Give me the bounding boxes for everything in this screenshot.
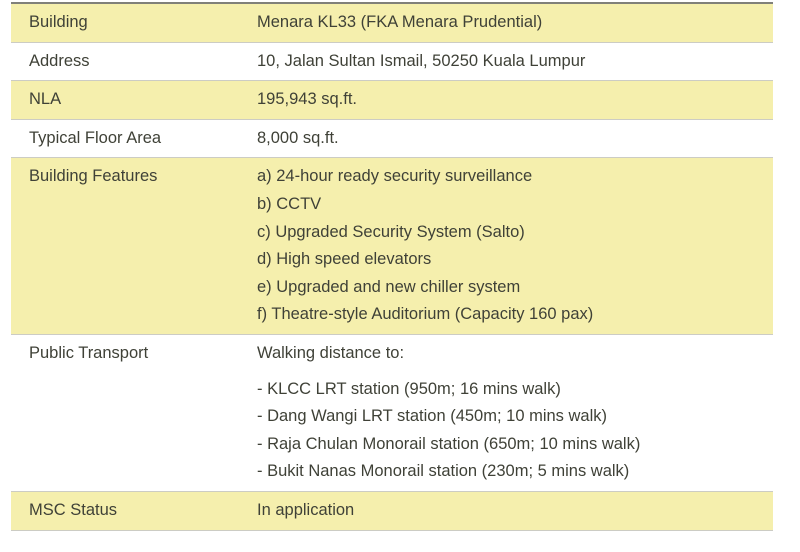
- value-line: f) Theatre-style Auditorium (Capacity 160 pax): [257, 305, 594, 324]
- row-label: Typical Floor Area: [29, 128, 162, 147]
- value-line: 8,000 sq.ft.: [257, 128, 339, 147]
- table-row: [11, 335, 773, 492]
- value-line: a) 24-hour ready security surveillance: [257, 167, 533, 186]
- value-line: e) Upgraded and new chiller system: [257, 277, 521, 296]
- row-label: Building: [29, 13, 88, 31]
- value-line: 10, Jalan Sultan Ismail, 50250 Kuala Lumpur: [257, 51, 586, 70]
- value-line-spacer: [257, 368, 765, 376]
- value-line: Walking distance to:: [257, 343, 405, 362]
- value-line: Menara KL33 (FKA Menara Prudential): [257, 13, 543, 31]
- row-value: [257, 9, 773, 37]
- value-line: - Raja Chulan Monorail station (650m; 10 mins walk): [257, 434, 641, 453]
- value-line: - Dang Wangi LRT station (450m; 10 mins walk): [257, 407, 608, 426]
- value-line: - KLCC LRT station (950m; 16 mins walk): [257, 379, 561, 398]
- row-value: [257, 48, 773, 76]
- row-label: NLA: [29, 90, 62, 109]
- row-value: [257, 497, 773, 525]
- row-value: [257, 340, 773, 486]
- row-value: [257, 163, 773, 329]
- table-row: [11, 81, 773, 120]
- row-label: Address: [29, 51, 90, 70]
- row-value: [257, 86, 773, 114]
- row-value: [257, 125, 773, 153]
- table-row: [11, 492, 773, 531]
- value-line: In application: [257, 500, 355, 519]
- row-label: Building Features: [29, 167, 158, 186]
- table-row: [11, 120, 773, 159]
- value-line: 195,943 sq.ft.: [257, 90, 357, 109]
- value-line: b) CCTV: [257, 194, 322, 213]
- row-label: MSC Status: [29, 500, 118, 519]
- building-info-table: [11, 4, 773, 531]
- row-label: Public Transport: [29, 343, 149, 362]
- value-line: c) Upgraded Security System (Salto): [257, 222, 525, 241]
- table-row: [11, 158, 773, 335]
- value-line: - Bukit Nanas Monorail station (230m; 5 mins walk): [257, 462, 630, 481]
- table-row: [11, 4, 773, 43]
- table-row: [11, 43, 773, 82]
- value-line: d) High speed elevators: [257, 250, 432, 269]
